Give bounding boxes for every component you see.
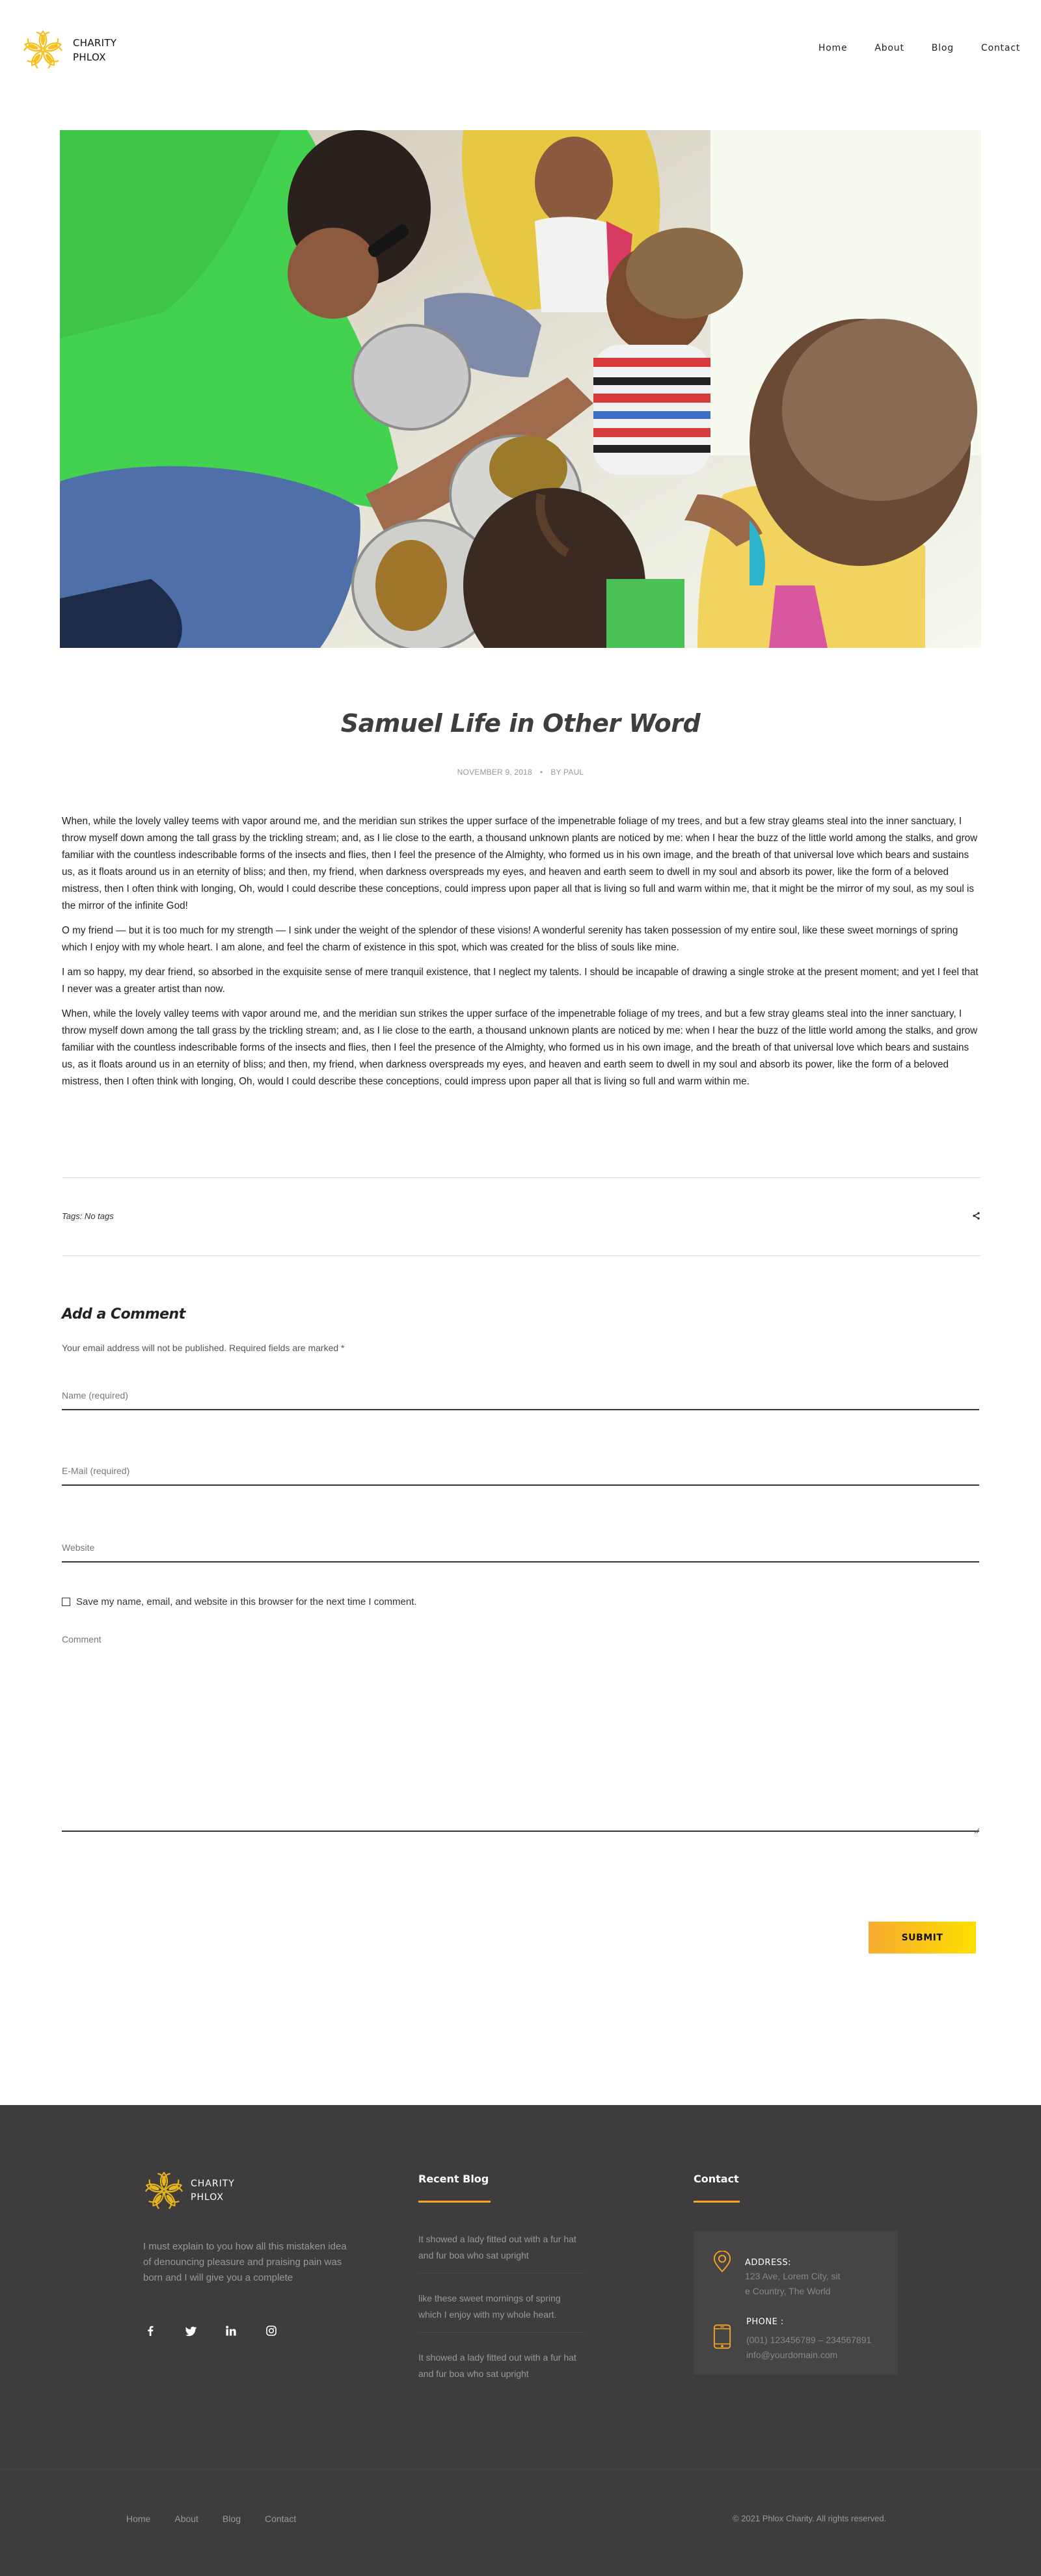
post-date[interactable]: NOVEMBER 9, 2018: [457, 768, 532, 777]
recent-blog-item[interactable]: like these sweet mornings of spring which I enjoy with my whole heart.: [418, 2290, 584, 2333]
post-paragraph: I am so happy, my dear friend, so absorbed in the exquisite sense of mere tranquil existence, that I neglect my talents. I should be incapable of drawing a single stroke at the present moment; and yet I feel that I never was a greater artist than now.: [62, 967, 979, 995]
social-links: [143, 2324, 304, 2338]
footer-divider: [0, 2469, 1041, 2470]
post-meta: [0, 768, 1041, 777]
facebook-icon[interactable]: [143, 2324, 157, 2338]
footer-logo-line-2: PHLOX: [191, 2192, 224, 2203]
website-input[interactable]: [62, 1534, 979, 1563]
post-paragraph: When, while the lovely valley teems with vapor around me, and the meridian sun strikes the upper surface of the impenetrable foliage of my trees, and but a few stray gleams steal into the inner sanctuary, I throw myself down among the tall grass by the trickling stream; and, as I lie close to the earth, a thousand unknown plants are noticed by me: when I hear the buzz of the little world among the stalks, and grow familiar with the countless indescribable forms of the insects and flies, then I feel the presence of the Almighty, who formed us in his own image, and the breath of that universal love which bears and sustains us, as it floats around us in an eternity of bliss; and then, my friend, when darkness overspreads my eyes, and heaven and earth seem to dwell in my soul and absorb its power, like the form of a beloved mistress, then I often think with longing, Oh, would I could describe these conceptions, could impress upon paper all that is living so full and warm within me, that it might be the mirror of my soul, as my soul is the mirror of the infinite God!: [62, 816, 978, 911]
comment-section-title: Add a Comment: [62, 1306, 185, 1322]
photo-illustration: [60, 130, 981, 648]
logo-line-2: PHLOX: [73, 51, 106, 63]
mobile-phone-icon: [713, 2324, 731, 2353]
post-body: [62, 813, 980, 1098]
post-title: Samuel Life in Other Word: [340, 709, 701, 738]
main-nav: [791, 43, 1020, 53]
submit-button[interactable]: SUBMIT: [869, 1922, 976, 1953]
site-header: [0, 0, 1041, 104]
footer-nav-contact[interactable]: Contact: [264, 2514, 297, 2524]
footer-logo-text: [191, 2177, 235, 2205]
flower-logo-icon: [22, 29, 64, 72]
email-address[interactable]: info@yourdomain.com: [746, 2350, 838, 2360]
location-pin-icon: [713, 2251, 731, 2276]
email-input[interactable]: [62, 1457, 979, 1486]
divider-bottom: [62, 1255, 980, 1256]
share-icon[interactable]: [972, 1211, 981, 1220]
post-paragraph: When, while the lovely valley teems with vapor around me, and the meridian sun strikes the upper surface of the impenetrable foliage of my trees, and but a few stray gleams steal into the inner sanctuary, I throw myself down among the tall grass by the trickling stream; and, as I lie close to the earth, a thousand unknown plants are noticed by me: when I hear the buzz of the little world among the stalks, and grow familiar with the countless indescribable forms of the insects and flies, then I feel the presence of the Almighty, who formed us in his own image, and the breath of that universal love which bears and sustains us, as it floats around us in an eternity of bliss; and then, my friend, when darkness overspreads my eyes, and heaven and earth seem to dwell in my soul and absorb its power, like the form of a beloved mistress, then I often think with longing, Oh, would I could describe these conceptions, could impress upon paper all that is living so full and warm within me.: [62, 1008, 978, 1087]
hero-image: [60, 130, 981, 648]
address-value: [745, 2269, 841, 2299]
instagram-icon[interactable]: [264, 2324, 278, 2338]
footer-about-text: I must explain to you how all this mistaken idea of denouncing pleasure and praising pain was born and I will give you a complete: [143, 2241, 347, 2283]
flower-logo-icon: [143, 2170, 185, 2212]
footer-nav-about[interactable]: About: [174, 2514, 198, 2524]
recent-blog-underline: [418, 2201, 491, 2203]
address-line-2: e Country, The World: [745, 2286, 831, 2296]
meta-separator: •: [539, 768, 543, 777]
name-input[interactable]: [62, 1382, 979, 1410]
recent-blog-list: [418, 2231, 584, 2408]
site-logo[interactable]: [22, 29, 116, 72]
copyright: © 2021 Phlox Charity. All rights reserved.: [733, 2514, 887, 2523]
contact-underline: [694, 2201, 740, 2203]
comment-textarea[interactable]: [62, 1633, 979, 1832]
logo-text: [73, 36, 116, 64]
resize-handle-icon[interactable]: [973, 1825, 980, 1832]
footer-logo-line-1: CHARITY: [191, 2179, 235, 2189]
address-label: ADDRESS:: [745, 2258, 792, 2268]
save-info-checkbox-row[interactable]: [62, 1596, 417, 1607]
nav-about[interactable]: About: [874, 43, 904, 53]
post-paragraph: O my friend — but it is too much for my strength — I sink under the weight of the splendor of these visions! A wonderful serenity has taken possession of my entire soul, like these sweet mornings of spring which I enjoy with my whole heart. I am alone, and feel the charm of existence in this spot, which was created for the bliss of souls like mine.: [62, 925, 958, 953]
logo-line-1: CHARITY: [73, 37, 117, 49]
recent-blog-title: Recent Blog: [418, 2173, 489, 2185]
comment-note: Your email address will not be published. Required fields are marked *: [62, 1343, 345, 1353]
contact-title: Contact: [694, 2173, 739, 2185]
nav-home[interactable]: Home: [818, 43, 848, 53]
save-info-label: Save my name, email, and website in this browser for the next time I comment.: [76, 1596, 417, 1607]
phone-label: PHONE :: [746, 2317, 784, 2327]
address-line-1: 123 Ave, Lorem City, sit: [745, 2271, 841, 2281]
post-tags: Tags: No tags: [62, 1211, 114, 1221]
recent-blog-item[interactable]: It showed a lady fitted out with a fur hat and fur boa who sat upright: [418, 2231, 584, 2274]
nav-blog[interactable]: Blog: [931, 43, 954, 53]
footer-nav: [126, 2514, 320, 2524]
linkedin-icon[interactable]: [224, 2324, 238, 2338]
save-info-checkbox[interactable]: [62, 1598, 70, 1606]
footer-logo[interactable]: [143, 2170, 235, 2212]
footer-nav-blog[interactable]: Blog: [222, 2514, 241, 2524]
contact-box: [694, 2231, 898, 2374]
nav-contact[interactable]: Contact: [980, 43, 1020, 53]
phone-number[interactable]: (001) 123456789 – 234567891: [746, 2335, 872, 2345]
phone-value: [746, 2333, 871, 2363]
twitter-icon[interactable]: [183, 2324, 198, 2338]
recent-blog-item[interactable]: It showed a lady fitted out with a fur hat and fur boa who sat upright: [418, 2352, 576, 2379]
divider-top: [62, 1177, 980, 1178]
footer-nav-home[interactable]: Home: [126, 2514, 151, 2524]
post-author[interactable]: BY PAUL: [550, 768, 584, 777]
